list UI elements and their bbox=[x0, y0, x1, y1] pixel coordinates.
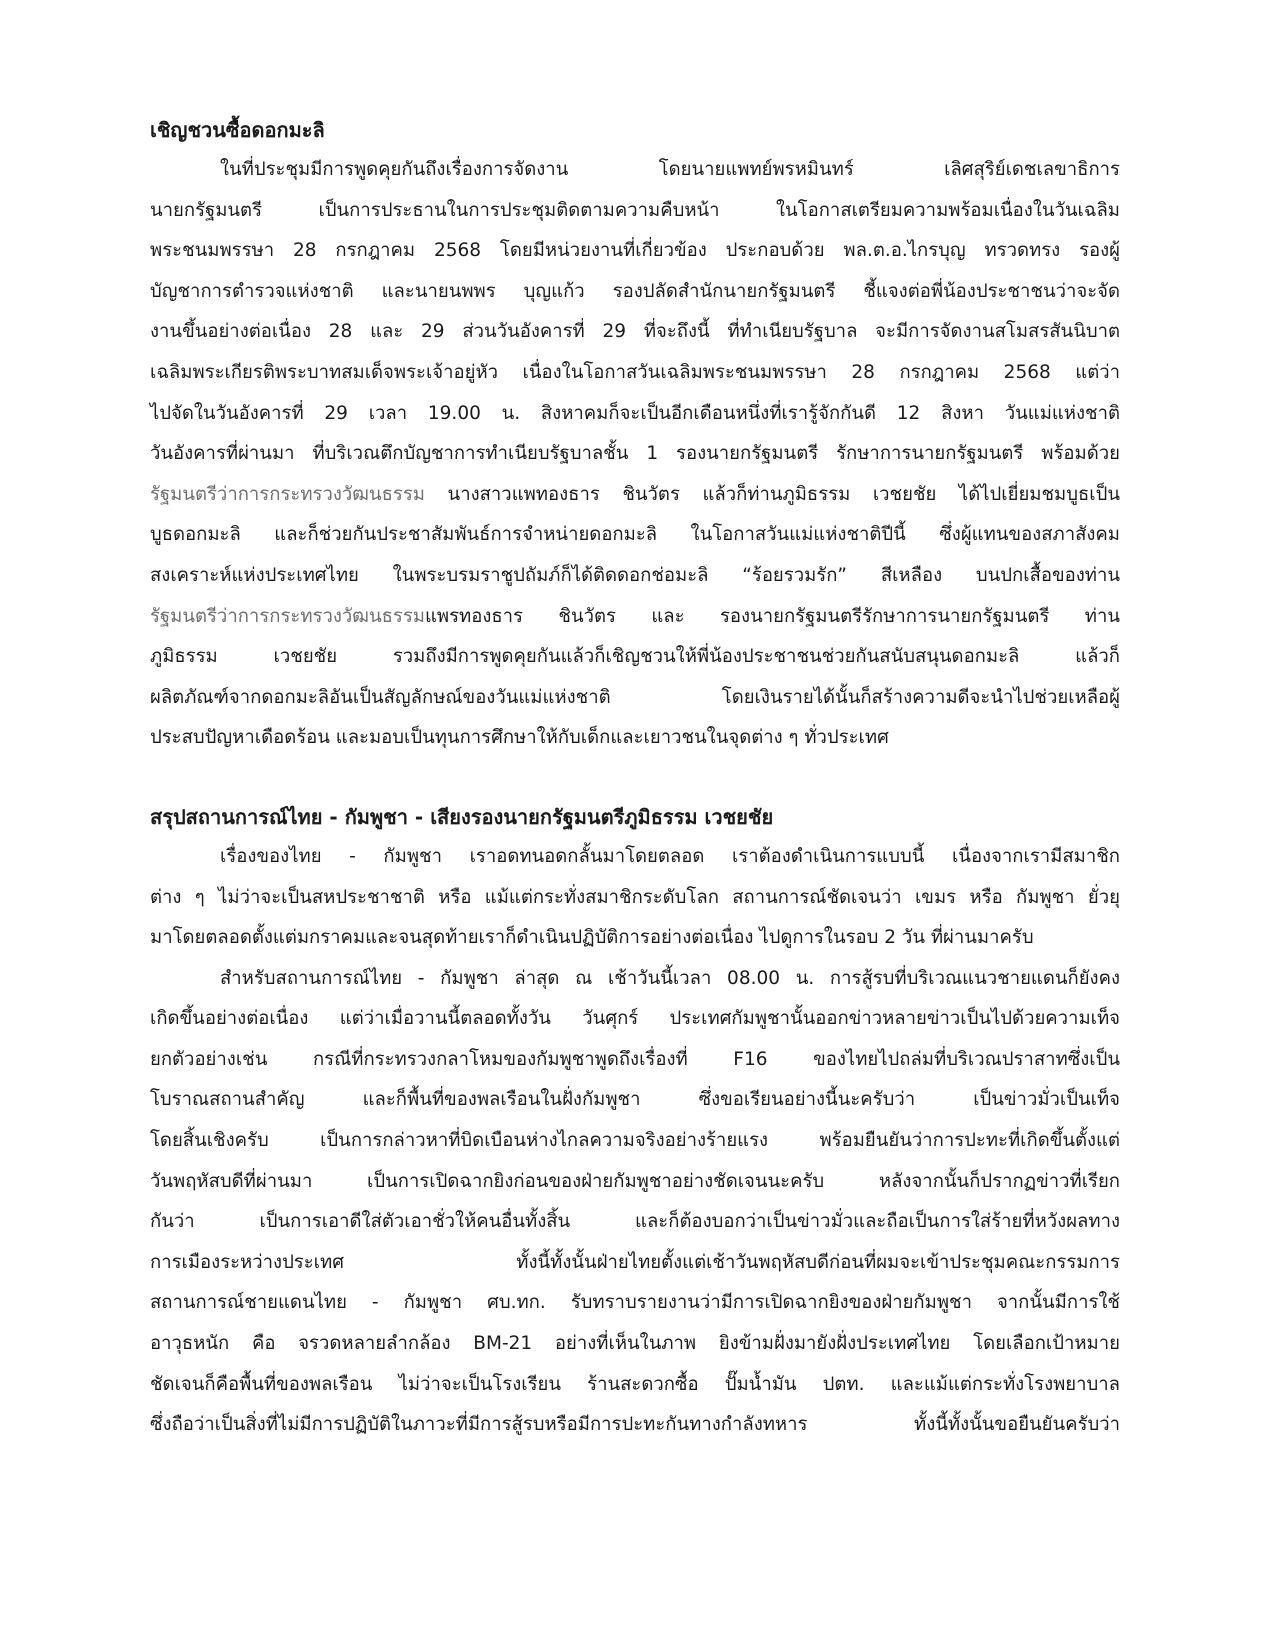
paragraph-line: งานขึ้นอย่างต่อเนื่อง 28 และ 29 ส่วนวันอังคารที่ 29 ที่จะถึงนี้ ที่ทำเนียบรัฐบาล จะมีการจัดงานสโมสรสันนิบาต bbox=[150, 321, 1120, 343]
paragraph-line bbox=[150, 475, 1120, 516]
paragraph-line: วันอังคารที่ผ่านมา ที่บริเวณตึกบัญชาการทำเนียบรัฐบาลชั้น 1 รองนายกรัฐมนตรี รักษาการนายกรัฐมนตรี พร้อมด้วย bbox=[150, 443, 1120, 465]
paragraph-line: สถานการณ์ชายแดนไทย - กัมพูชา ศบ.ทก. รับทราบรายงานว่ามีการเปิดฉากยิงของฝ่ายกัมพูชา จากนั้นมีการใช้ bbox=[150, 1292, 1120, 1314]
section-heading-jasmine: เชิญชวนซื้อดอกมะลิ bbox=[150, 118, 325, 142]
paragraph-line: บัญชาการตำรวจแห่งชาติ และนายนพพร บุญแก้ว รองปลัดสำนักนายกรัฐมนตรี ชี้แจงต่อพี่น้องประชาชนว่าจะจัด bbox=[150, 280, 1120, 302]
section-heading-thai-cambodia: สรุปสถานการณ์ไทย - กัมพูชา - เสียงรองนายกรัฐมนตรีภูมิธรรม เวชยชัย bbox=[150, 804, 774, 829]
paragraph-line: วันพฤหัสบดีที่ผ่านมา เป็นการเปิดฉากยิงก่อนของฝ่ายกัมพูชาอย่างชัดเจนนะครับ หลังจากนั้นก็ปรากฏข่าวที่เรียก bbox=[150, 1170, 1120, 1192]
paragraph-line: ชัดเจนก็คือพื้นที่ของพลเรือน ไม่ว่าจะเป็นโรงเรียน ร้านสะดวกซื้อ ปั๊มน้ำมัน ปตท. และแม้แต่กระทั่งโรงพยาบาล bbox=[150, 1373, 1120, 1395]
document-page bbox=[150, 110, 1120, 1446]
paragraph-line: ยกตัวอย่างเช่น กรณีที่กระทรวงกลาโหมของกัมพูชาพูดถึงเรื่องที่ F16 ของไทยไปถล่มที่บริเวณปราสาทซึ่งเป็น bbox=[150, 1048, 1120, 1070]
paragraph-line: โดยสิ้นเชิงครับ เป็นการกล่าวหาที่บิดเบือนห่างไกลความจริงอย่างร้ายแรง พร้อมยืนยันว่าการปะทะที่เกิดขึ้นตั้งแต่ bbox=[150, 1130, 1120, 1152]
paragraph-line: เกิดขึ้นอย่างต่อเนื่อง แต่ว่าเมื่อวานนี้ตลอดทั้งวัน วันศุกร์ ประเทศกัมพูชานั้นออกข่าวหลายข่าวเป็นไปด้วยความเท็จ bbox=[150, 1008, 1120, 1030]
paragraph-line: โบราณสถานสำคัญ และก็พื้นที่ของพลเรือนในฝั่งกัมพูชา ซึ่งขอเรียนอย่างนี้นะครับว่า เป็นข่าวมั่วเป็นเท็จ bbox=[150, 1089, 1120, 1111]
ministry-name: รัฐมนตรีว่าการกระทรวงวัฒนธรรม bbox=[150, 605, 425, 627]
paragraph-line: ภูมิธรรม เวชยชัย รวมถึงมีการพูดคุยกันแล้วก็เชิญชวนให้พี่น้องประชาชนช่วยกันสนับสนุนดอกมะลิ แล้วก็ bbox=[150, 646, 1120, 668]
paragraph-line: ผลิตภัณฑ์จากดอกมะลิอันเป็นสัญลักษณ์ของวันแม่แห่งชาติ โดยเงินรายได้นั้นก็สร้างความดีจะนำไปช่วยเหลือผู้ bbox=[150, 686, 1120, 708]
paragraph-line: มาโดยตลอดตั้งแต่มกราคมและจนสุดท้ายเราก็ดำเนินปฏิบัติการอย่างต่อเนื่อง ไปดูการในรอบ 2 วัน ที่ผ่านมาครับ bbox=[150, 927, 1034, 949]
paragraph-line: บูธดอกมะลิ และก็ช่วยกันประชาสัมพันธ์การจำหน่ายดอกมะลิ ในโอกาสวันแม่แห่งชาติปีนี้ ซึ่งผู้แทนของสภาสังคม bbox=[150, 524, 1120, 546]
paragraph-line: กันว่า เป็นการเอาดีใส่ตัวเอาชั่วให้คนอื่นทั้งสิ้น และก็ต้องบอกว่าเป็นข่าวมั่วและถือเป็นการใส่ร้ายที่หวังผลทาง bbox=[150, 1211, 1120, 1233]
paragraph-line: ต่าง ๆ ไม่ว่าจะเป็นสหประชาชาติ หรือ แม้แต่กระทั่งสมาชิกระดับโลก สถานการณ์ชัดเจนว่า เขมร หรือ กัมพูชา ยั่วยุ bbox=[150, 886, 1120, 908]
paragraph-line: ซึ่งถือว่าเป็นสิ่งที่ไม่มีการปฏิบัติในภาวะที่มีการสู้รบหรือมีการปะทะกันทางกำลังทหาร ทั้งนี้ทั้งนั้นขอยืนยันครับว่า bbox=[150, 1414, 1120, 1436]
paragraph-line: เฉลิมพระเกียรติพระบาทสมเด็จพระเจ้าอยู่หัว เนื่องในโอกาสวันเฉลิมพระชนมพรรษา 28 กรกฎาคม 2568 แต่ว่า bbox=[150, 361, 1120, 383]
paragraph-line bbox=[150, 597, 1120, 638]
paragraph-line: สงเคราะห์แห่งประเทศไทย ในพระบรมราชูปถัมภ์ก็ได้ติดดอกช่อมะลิ “ร้อยรวมรัก” สีเหลือง บนปกเสื้อของท่าน bbox=[150, 564, 1120, 586]
paragraph-line: อาวุธหนัก คือ จรวดหลายลำกล้อง BM-21 อย่างที่เห็นในภาพ ยิงข้ามฝั่งมายังฝั่งประเทศไทย โดยเลือกเป้าหมาย bbox=[150, 1333, 1120, 1355]
line-text: นางสาวแพทองธาร ชินวัตร แล้วก็ท่านภูมิธรรม เวชยชัย ได้ไปเยี่ยมชมบูธเป็น bbox=[424, 483, 1120, 505]
paragraph-line: เรื่องของไทย - กัมพูชา เราอดทนอดกลั้นมาโดยตลอด เราต้องดำเนินการแบบนี้ เนื่องจากเรามีสมาชิก bbox=[220, 845, 1120, 867]
paragraph-line: การเมืองระหว่างประเทศ ทั้งนี้ทั้งนั้นฝ่ายไทยตั้งแต่เช้าวันพฤหัสบดีก่อนที่ผมจะเข้าประชุมคณะกรรมการ bbox=[150, 1251, 1120, 1273]
section-spacer bbox=[150, 759, 1120, 797]
paragraph-line: ประสบปัญหาเดือดร้อน และมอบเป็นทุนการศึกษาให้กับเด็กและเยาวชนในจุดต่าง ๆ ทั่วประเทศ bbox=[150, 727, 889, 749]
line-text: แพรทองธาร ชินวัตร และ รองนายกรัฐมนตรีรักษาการนายกรัฐมนตรี ท่าน bbox=[424, 605, 1120, 627]
paragraph-line: พระชนมพรรษา 28 กรกฎาคม 2568 โดยมีหน่วยงานที่เกี่ยวข้อง ประกอบด้วย พล.ต.อ.ไกรบุญ ทรวดทรง รองผู้ bbox=[150, 240, 1120, 262]
paragraph-line: นายกรัฐมนตรี เป็นการประธานในการประชุมติดตามความคืบหน้า ในโอกาสเตรียมความพร้อมเนื่องในวันเฉลิม bbox=[150, 199, 1120, 221]
ministry-name: รัฐมนตรีว่าการกระทรวงวัฒนธรรม bbox=[150, 483, 425, 505]
paragraph-line: ไปจัดในวันอังคารที่ 29 เวลา 19.00 น. สิงหาคมก็จะเป็นอีกเดือนหนึ่งที่เรารู้จักกันดี 12 สิงหา วันแม่แห่งชาติ bbox=[150, 402, 1120, 424]
paragraph-line: ในที่ประชุมมีการพูดคุยกันถึงเรื่องการจัดงาน โดยนายแพทย์พรหมินทร์ เลิศสุริย์เดชเลขาธิการ bbox=[220, 159, 1120, 180]
paragraph-line: สำหรับสถานการณ์ไทย - กัมพูชา ล่าสุด ณ เช้าวันนี้เวลา 08.00 น. การสู้รบที่บริเวณแนวชายแดนก็ยังคง bbox=[220, 967, 1120, 989]
